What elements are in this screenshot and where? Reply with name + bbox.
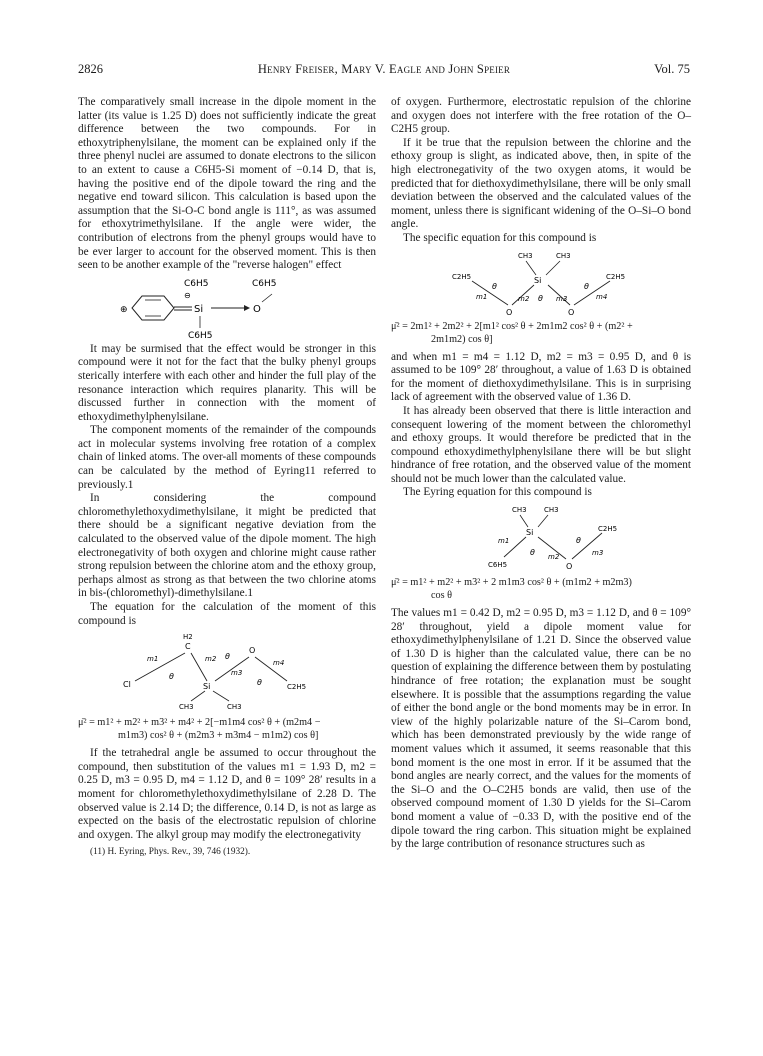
phenyl-ethoxy-structure <box>426 503 656 573</box>
c2h5-label-left: C2H5 <box>452 272 472 281</box>
o-label-right: O <box>568 307 575 317</box>
paragraph: The specific equation for this compound is <box>403 231 597 244</box>
paragraph: The Eyring equation for this compound is <box>403 486 592 499</box>
ch3-label-right: CH3 <box>556 251 571 260</box>
equation-line: μ̄² = 2m1² + 2m2² + 2[m1² cos² θ + 2m1m2 cos² θ + (m2² + <box>391 320 633 332</box>
m4-label: m4 <box>596 292 608 301</box>
diethoxy-structure <box>426 249 656 317</box>
ch3-label-right: CH3 <box>227 703 242 712</box>
theta-label: θ <box>576 536 581 546</box>
m2-label: m2 <box>548 553 560 562</box>
page-number: 2826 <box>78 62 103 76</box>
c6h5-label-top: C6H5 <box>184 278 209 289</box>
theta-label: θ <box>538 293 543 303</box>
m1-label: m1 <box>147 655 159 664</box>
svg-text:⊕: ⊕ <box>120 304 128 315</box>
running-title-authors: Henry Freiser, Mary V. Eagle and John Speier <box>257 62 511 76</box>
paragraph: If the tetrahedral angle be assumed to occur throughout the compound, then substitution of the values m1 = 1.93 D, m2 = 0.25 D, m3 = 0.95 D, m4 = 1.12 D, and θ = 109° 28′ results in a moment for chloromethylethoxydimethylsilane of 2.28 D. The observed value is 2.14 D; the difference, 0.14 D, is not as large as expected on the basis of the electrostatic repulsion of chlorine and oxygen. The alkyl group may modify the electronegativity <box>78 747 376 841</box>
o-label: O <box>566 562 573 572</box>
equation-line: m1m3) cos² θ + (m2m3 + m3m4 − m1m2) cos θ] <box>118 730 319 742</box>
reverse-halogen-structure <box>112 276 342 340</box>
h2-label: H2 <box>183 633 193 642</box>
paragraph: In considering the compound chloromethylethoxydimethylsilane, it might be predicted that there should be a significant negative deviation from the calculated to the observed value of the dipole moment. The high electronegativity of both oxygen and chlorine might cause rather strong repulsion between the chlorine atom and the ethoxy group, perhaps almost as strong as that between the two chlorine atoms in bis-(chloromethyl)-dimethylsilane.1 <box>78 492 376 600</box>
paragraph: The comparatively small increase in the dipole moment in the latter (its value is 1.25 D) does not sufficiently indicate the great difference between the two compounds. For in ethoxytriphenylsilane, the moment can be explained only if the three phenyl nuclei are assumed to donate electrons to the silicon to an extent to cause a C6H5-Si moment of −0.14 D, that is, having the positive end of the dipole toward the ring and the negative end toward silicon. This calculation is based upon the assumption that the Si-O-C bond angle is 111°, as was assumed for ethoxytrimethylsilane. If the angle were wider, the contribution of electrons from the phenyl groups would have to be ever larger to account for the observed moment. This is then seen to be another example of the "reverse halogen" effect <box>78 96 376 272</box>
m3-label: m3 <box>231 669 243 678</box>
c2h5-label: C2H5 <box>287 683 307 692</box>
m3-label: m3 <box>592 549 604 558</box>
theta-label: θ <box>169 672 174 682</box>
m4-label: m4 <box>273 659 285 668</box>
paragraph: The equation for the calculation of the moment of this compound is <box>78 601 376 627</box>
cl-label: Cl <box>123 680 131 690</box>
equation-line: cos θ <box>431 590 453 602</box>
c2h5-label-right: C2H5 <box>606 272 626 281</box>
equation-diethoxy <box>391 320 691 346</box>
equation-line: μ̄² = m1² + m2² + m3² + 2 m1m3 cos² θ + (m1m2 + m2m3) <box>391 577 632 589</box>
paragraph: of oxygen. Furthermore, electrostatic repulsion of the chlorine and oxygen does not interfere with the free rotation of the O–C2H5 group. <box>391 96 691 136</box>
paragraph: and when m1 = m4 = 1.12 D, m2 = m3 = 0.95 D, and θ is assumed to be 109° 28′ throughout, a value of 1.63 D is obtained for the moment of diethoxydimethylsilane. This is in surprising lack of agreement with the observed value of 1.36 D. <box>391 350 691 404</box>
m2-label: m2 <box>518 294 530 303</box>
paragraph: It has already been observed that there is little interaction and consequent lowering of the moment between the chloromethyl and ethoxy groups. It would therefore be predicted that in the compound ethoxydimethylphenylsilane there will be but slight hindrance of free rotation, and the observed value of the moment should not be much lower than the calculated value. <box>391 404 691 485</box>
m1-label: m1 <box>498 537 510 546</box>
c-label: C <box>185 642 191 652</box>
o-label: O <box>249 646 256 656</box>
m3-label: m3 <box>556 294 568 303</box>
equation-chloromethyl <box>78 716 376 742</box>
paragraph: The values m1 = 0.42 D, m2 = 0.95 D, m3 = 1.12 D, and θ = 109° 28′ throughout, yield a dipole moment value for ethoxydimethylphenylsilane of 1.21 D. Since the observed value of 1.30 D is higher than the calculated value, there can be no question of explaining the difference between them by postulating hindrance of free rotation; the explanation must be sought elsewhere. It is possible that the assumptions regarding the value of either the bond angle or the bond moments may be in error. In view of the highly polarizable nature of the Si–Carom bond, which has been demonstrated previously by the wide range of moment values which it assumed, it seems reasonable that this bond moment is the one most in error. If it be assumed that the bond angles are nearly correct, and the values for the moments of the Si–O and the O–C2H5 bonds are valid, then use of the observed compound moment of 1.30 D yields for the Si–Carom bond moment a value of −0.33 D, with the positive end of the dipole toward the ring carbon. This situation might be explained by the large contribution of resonance structures such as <box>391 607 691 851</box>
equation-phenyl <box>391 576 691 602</box>
paragraph: If it be true that the repulsion between the chlorine and the ethoxy group is slight, as indicated above, then, in spite of the high electronegativity of the two oxygen atoms, it would be predicted that for diethoxydimethylsilane, there will be only small deviation between the observed and the calculated values of the moment, unless there is significant widening of the O–Si–O bond angle. <box>391 136 691 231</box>
c6h5-label-bottom: C6H5 <box>188 330 213 340</box>
c6h5-label-right: C6H5 <box>252 278 277 289</box>
theta-label: θ <box>225 652 230 662</box>
left-column <box>78 96 376 858</box>
c6h5-label: C6H5 <box>488 561 508 570</box>
theta-label: θ <box>530 548 535 558</box>
equation-line: μ̄² = m1² + m2² + m3² + m4² + 2[−m1m4 cos² θ + (m2m4 − <box>78 717 321 729</box>
o-label: O <box>253 303 261 315</box>
paragraph: The component moments of the remainder of the compounds act in molecular systems involving free rotation of a complex chain of linked atoms. The over-all moments of these compounds can be calculated by the method of Eyring11 referred to previously.1 <box>78 424 376 491</box>
footnote: (11) H. Eyring, Phys. Rev., 39, 746 (1932). <box>90 847 251 858</box>
si-label: Si <box>526 528 534 538</box>
volume-number: Vol. 75 <box>654 62 690 76</box>
chloromethyl-structure <box>107 631 347 713</box>
ch3-label-right: CH3 <box>544 506 559 515</box>
si-label: Si <box>194 303 204 315</box>
m1-label: m1 <box>476 292 488 301</box>
theta-label: θ <box>492 281 497 291</box>
si-label: Si <box>534 275 542 285</box>
equation-line: 2m1m2) cos θ] <box>431 333 493 345</box>
si-label: Si <box>203 682 211 692</box>
paragraph: It may be surmised that the effect would be stronger in this compound were it not for the fact that the bulky phenyl groups sterically interfere with each other and hinder the full play of the resonance interaction which requires planarity. This will be discussed further in connection with the moment of ethoxydimethylphenylsilane. <box>78 342 376 423</box>
right-column <box>391 96 691 852</box>
ch3-label-left: CH3 <box>512 506 527 515</box>
svg-text:⊖: ⊖ <box>184 290 191 300</box>
page-header <box>78 62 690 78</box>
ch3-label-left: CH3 <box>518 251 533 260</box>
theta-label: θ <box>584 281 589 291</box>
o-label-left: O <box>506 307 513 317</box>
ch3-label-left: CH3 <box>179 703 194 712</box>
m2-label: m2 <box>205 655 217 664</box>
theta-label: θ <box>257 678 262 688</box>
c2h5-label: C2H5 <box>598 525 618 534</box>
